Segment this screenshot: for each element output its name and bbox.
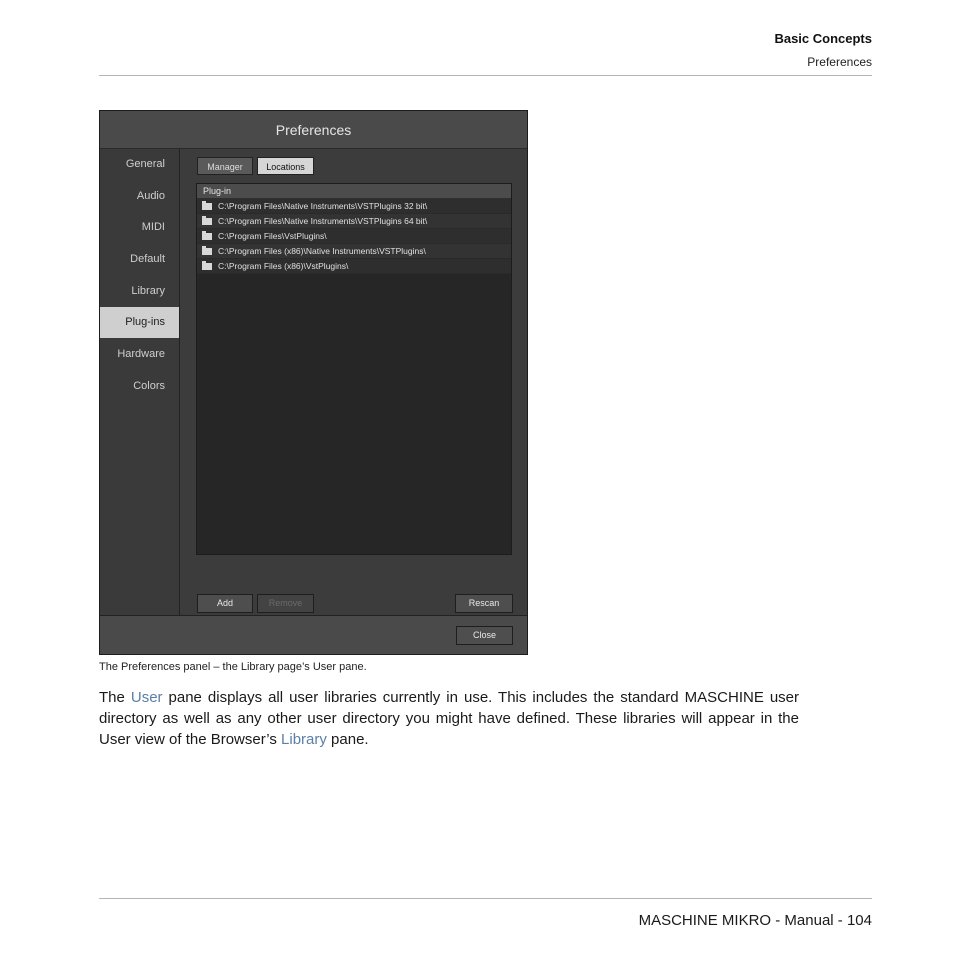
list-item-path: C:\Program Files (x86)\Native Instruments\VSTPlugins\ [218,246,426,256]
list-item-path: C:\Program Files\VstPlugins\ [218,231,327,241]
footer-page-label: MASCHINE MIKRO - Manual - 104 [638,912,872,929]
folder-icon [202,263,212,270]
nav-item-general[interactable]: General [125,158,165,170]
nav-item-plug-ins[interactable]: Plug-ins [100,307,179,338]
panel-footer [100,615,527,654]
list-item-path: C:\Program Files\Native Instruments\VSTPlugins 64 bit\ [218,216,428,226]
nav-item-default[interactable]: Default [130,253,165,265]
rescan-button[interactable]: Rescan [455,594,513,613]
folder-icon [202,233,212,240]
header-title: Basic Concepts [774,31,872,46]
list-item[interactable] [197,244,511,259]
close-button[interactable]: Close [456,626,513,645]
tab-manager[interactable]: Manager [197,157,253,175]
body-text-2: pane displays all user libraries currently in use. This includes the standard MASCHINE user directory as well as any other user directory you might have defined. These libraries will appear in the User view of the Browser’s [99,689,800,748]
nav-item-audio[interactable]: Audio [136,190,165,202]
body-paragraph [99,687,799,750]
footer-rule [99,898,872,899]
nav-item-hardware[interactable]: Hardware [117,348,165,360]
plugin-location-list[interactable] [196,183,512,555]
content-area [180,149,527,615]
list-item[interactable] [197,229,511,244]
nav-item-colors[interactable]: Colors [133,380,165,392]
folder-icon [202,218,212,225]
remove-button[interactable]: Remove [257,594,314,613]
figure-caption: The Preferences panel – the Library page’s User pane. [99,661,367,673]
folder-icon [202,248,212,255]
header-rule [99,75,872,76]
sidebar [100,149,180,615]
header-subtitle: Preferences [807,55,872,69]
nav-item-library[interactable]: Library [131,285,165,297]
list-item[interactable] [197,214,511,229]
library-link[interactable]: Library [281,731,327,748]
list-item[interactable] [197,259,511,274]
body-text-3: pane. [326,731,369,748]
list-item-path: C:\Program Files\Native Instruments\VSTPlugins 32 bit\ [218,201,428,211]
add-button[interactable]: Add [197,594,253,613]
list-header: Plug-in [197,184,511,199]
tab-locations[interactable]: Locations [257,157,314,175]
preferences-panel [99,110,528,655]
list-item[interactable] [197,199,511,214]
panel-title: Preferences [100,111,527,149]
folder-icon [202,203,212,210]
list-item-path: C:\Program Files (x86)\VstPlugins\ [218,261,349,271]
user-link[interactable]: User [130,689,163,706]
body-text-1: The [99,689,131,706]
nav-item-midi[interactable]: MIDI [141,221,165,233]
